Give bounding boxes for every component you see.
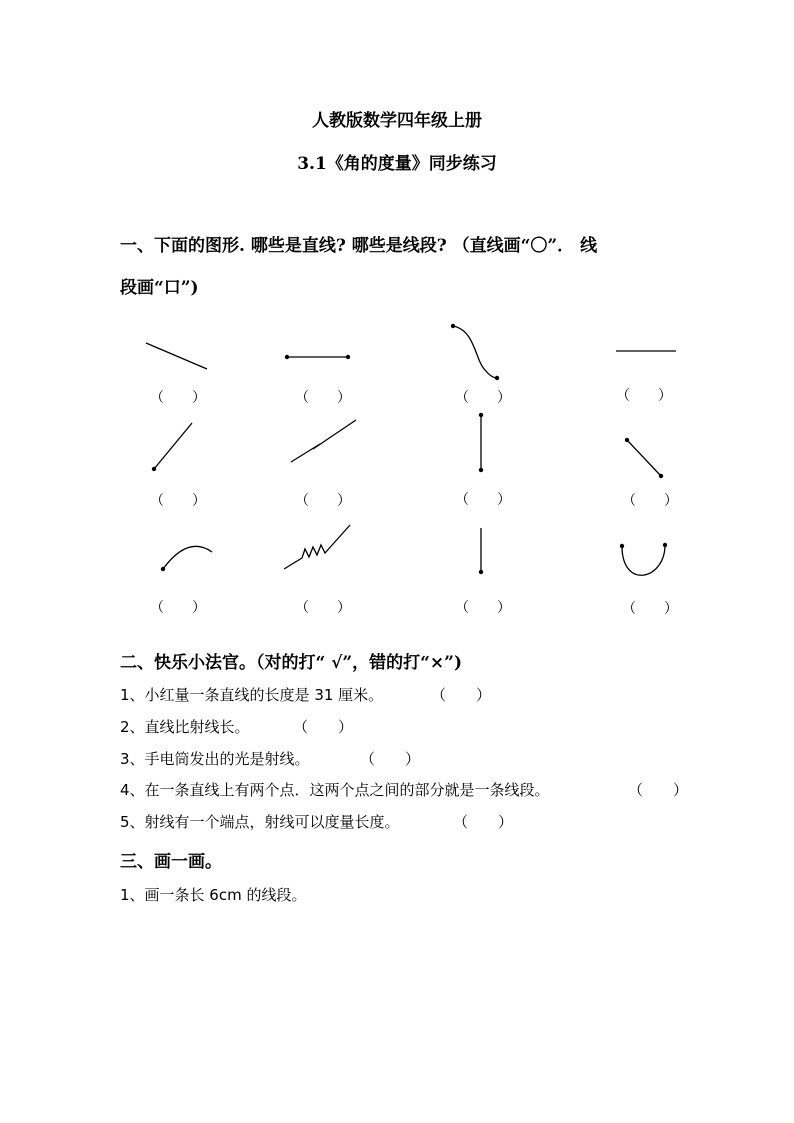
endpoint-dot bbox=[659, 474, 663, 478]
endpoint-dot bbox=[451, 324, 455, 328]
section1-title-line2: 段画“口”) bbox=[120, 278, 199, 298]
endpoint-dot bbox=[479, 468, 483, 472]
endpoint-dot bbox=[495, 376, 499, 380]
figure-zigzag-6 bbox=[291, 420, 356, 462]
figure-answer-blank[interactable]: （ ） bbox=[455, 600, 511, 616]
judgment-item-4: 4、在一条直线上有两个点．这两个点之间的部分就是一条线段。 bbox=[120, 781, 550, 799]
figure-answer-blank[interactable]: （ ） bbox=[295, 493, 351, 509]
endpoint-dot bbox=[663, 543, 667, 547]
section3-title: 三、画一画。 bbox=[120, 852, 222, 872]
document-subtitle: 3.1《角的度量》同步练习 bbox=[297, 154, 497, 174]
figure-line-1 bbox=[146, 343, 207, 369]
judgment-item-2: 2、直线比射线长。 bbox=[120, 718, 250, 736]
endpoint-dot bbox=[479, 413, 483, 417]
drawing-item-1: 1、画一条长 6cm 的线段。 bbox=[120, 886, 307, 904]
endpoint-dot bbox=[479, 570, 483, 574]
figure-answer-blank[interactable]: （ ） bbox=[150, 493, 206, 509]
figure-ray-5 bbox=[154, 423, 192, 469]
judgment-item-5: 5、射线有一个端点，射线可以度量长度。 bbox=[120, 813, 400, 831]
figure-spring-10 bbox=[284, 525, 350, 569]
endpoint-dot bbox=[152, 467, 156, 471]
judgment-answer-1[interactable]: （ ） bbox=[431, 686, 492, 704]
figure-u-curve-12 bbox=[622, 545, 665, 575]
judgment-answer-3[interactable]: （ ） bbox=[360, 750, 421, 768]
figure-answer-blank[interactable]: （ ） bbox=[150, 390, 206, 406]
figure-answer-blank[interactable]: （ ） bbox=[455, 390, 511, 406]
endpoint-dot bbox=[625, 438, 629, 442]
judgment-answer-4[interactable]: （ ） bbox=[628, 781, 689, 799]
section1-title-line1: 一、下面的图形. 哪些是直线? 哪些是线段? （直线画“〇”． 线 bbox=[120, 236, 598, 256]
judgment-answer-2[interactable]: （ ） bbox=[293, 718, 354, 736]
judgment-item-1: 1、小红量一条直线的长度是 31 厘米。 bbox=[120, 686, 384, 704]
document-title: 人教版数学四年级上册 bbox=[312, 111, 482, 131]
figure-answer-blank[interactable]: （ ） bbox=[295, 390, 351, 406]
section2-title: 二、快乐小法官。（对的打“ √”，错的打“×”) bbox=[120, 653, 462, 673]
figure-answer-blank[interactable]: （ ） bbox=[150, 600, 206, 616]
endpoint-dot bbox=[161, 567, 165, 571]
figure-answer-blank[interactable]: （ ） bbox=[622, 493, 678, 509]
figure-segment-8 bbox=[627, 440, 661, 476]
judgment-item-3: 3、手电筒发出的光是射线。 bbox=[120, 750, 310, 768]
figure-answer-blank[interactable]: （ ） bbox=[455, 492, 511, 508]
figure-arc-9 bbox=[163, 546, 212, 569]
figure-answer-blank[interactable]: （ ） bbox=[622, 601, 678, 617]
figure-answer-blank[interactable]: （ ） bbox=[616, 388, 672, 404]
endpoint-dot bbox=[346, 355, 350, 359]
figure-curve-3 bbox=[453, 326, 497, 378]
endpoint-dot bbox=[620, 544, 624, 548]
endpoint-dot bbox=[285, 355, 289, 359]
figure-answer-blank[interactable]: （ ） bbox=[295, 600, 351, 616]
judgment-answer-5[interactable]: （ ） bbox=[453, 813, 514, 831]
